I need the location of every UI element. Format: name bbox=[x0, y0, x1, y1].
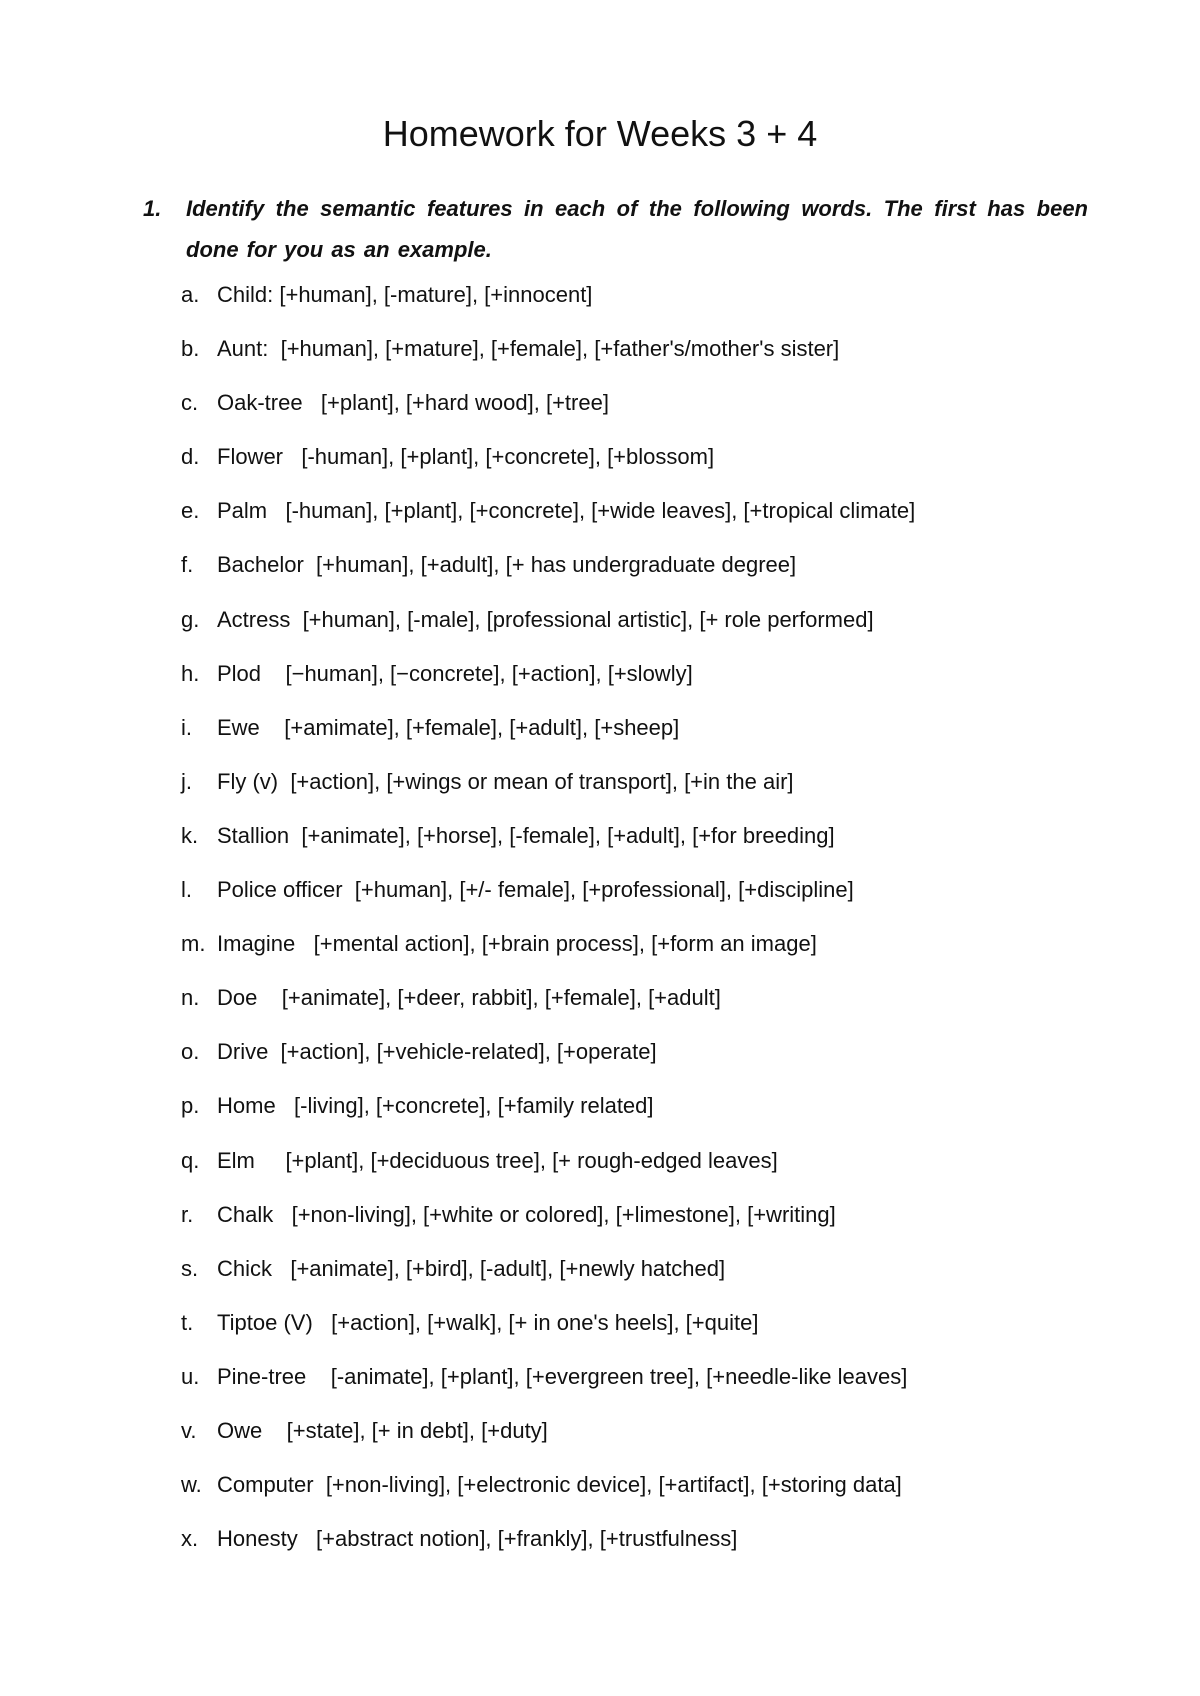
list-item-text: Fly (v) [+action], [+wings or mean of transport], [+in the air] bbox=[217, 768, 794, 794]
list-item-letter: o. bbox=[181, 1039, 200, 1065]
list-item-letter: q. bbox=[181, 1147, 200, 1173]
question-text: Identify the semantic features in each of the following words. The first has been done for you as an example. bbox=[186, 196, 1088, 262]
list-item bbox=[0, 1038, 1200, 1092]
list-item bbox=[0, 1255, 1200, 1309]
list-item bbox=[0, 1471, 1200, 1525]
list-item bbox=[0, 281, 1200, 335]
list-item-letter: p. bbox=[181, 1093, 200, 1119]
list-item bbox=[0, 389, 1200, 443]
list-item-letter: b. bbox=[181, 336, 200, 362]
list-item bbox=[0, 1525, 1200, 1579]
list-item-text: Computer [+non-living], [+electronic device], [+artifact], [+storing data] bbox=[217, 1472, 902, 1498]
list-item-letter: l. bbox=[181, 877, 192, 903]
list-item bbox=[0, 876, 1200, 930]
list-item-letter: a. bbox=[181, 282, 200, 307]
list-item-letter: n. bbox=[181, 985, 200, 1011]
list-item-letter: x. bbox=[181, 1526, 199, 1552]
list-item-letter: w. bbox=[181, 1472, 202, 1498]
list-item-letter: m. bbox=[181, 931, 206, 957]
list-item-text: Oak-tree [+plant], [+hard wood], [+tree] bbox=[217, 390, 609, 416]
list-item-text: Actress [+human], [-male], [professional artistic], [+ role performed] bbox=[217, 606, 874, 632]
list-item-text: Drive [+action], [+vehicle-related], [+operate] bbox=[217, 1039, 657, 1065]
list-item-text: Imagine [+mental action], [+brain process], [+form an image] bbox=[217, 931, 817, 957]
list-item-letter: h. bbox=[181, 660, 200, 686]
list-item bbox=[0, 822, 1200, 876]
list-item bbox=[0, 443, 1200, 497]
list-item-text: Ewe [+amimate], [+female], [+adult], [+sheep] bbox=[217, 714, 680, 740]
list-item-text: Chalk [+non-living], [+white or colored], [+limestone], [+writing] bbox=[217, 1201, 836, 1227]
list-item bbox=[0, 1309, 1200, 1363]
list-item-letter: u. bbox=[181, 1363, 200, 1389]
list-item-text: Child: [+human], [-mature], [+innocent] bbox=[217, 282, 593, 307]
answer-list bbox=[0, 281, 1200, 1579]
list-item bbox=[0, 606, 1200, 660]
list-item-letter: g. bbox=[181, 606, 200, 632]
list-item bbox=[0, 984, 1200, 1038]
list-item bbox=[0, 660, 1200, 714]
list-item-letter: k. bbox=[181, 822, 199, 848]
list-item-text: Home [-living], [+concrete], [+family related] bbox=[217, 1093, 654, 1119]
list-item bbox=[0, 1092, 1200, 1146]
question-number: 1. bbox=[143, 196, 162, 221]
list-item-letter: e. bbox=[181, 498, 200, 524]
list-item bbox=[0, 551, 1200, 605]
list-item bbox=[0, 497, 1200, 551]
question-1 bbox=[143, 188, 1088, 270]
list-item-text: Stallion [+animate], [+horse], [-female], [+adult], [+for breeding] bbox=[217, 822, 835, 848]
list-item-text: Pine-tree [-animate], [+plant], [+evergreen tree], [+needle-like leaves] bbox=[217, 1363, 908, 1389]
page-title: Homework for Weeks 3 + 4 bbox=[382, 113, 818, 154]
list-item bbox=[0, 1363, 1200, 1417]
list-item-text: Plod [−human], [−concrete], [+action], [+slowly] bbox=[217, 660, 693, 686]
list-item-text: Owe [+state], [+ in debt], [+duty] bbox=[217, 1417, 548, 1443]
list-item-letter: f. bbox=[181, 552, 194, 578]
list-item-letter: i. bbox=[181, 714, 192, 740]
list-item bbox=[0, 335, 1200, 389]
list-item bbox=[0, 1201, 1200, 1255]
list-item-text: Honesty [+abstract notion], [+frankly], [+trustfulness] bbox=[217, 1526, 738, 1552]
list-item-letter: v. bbox=[181, 1417, 197, 1443]
list-item-letter: s. bbox=[181, 1255, 199, 1281]
list-item-letter: c. bbox=[181, 390, 199, 416]
list-item-text: Palm [-human], [+plant], [+concrete], [+wide leaves], [+tropical climate] bbox=[217, 498, 916, 524]
list-item-letter: d. bbox=[181, 444, 200, 470]
list-item-text: Flower [-human], [+plant], [+concrete], [+blossom] bbox=[217, 444, 715, 470]
list-item bbox=[0, 1147, 1200, 1201]
list-item-letter: r. bbox=[181, 1201, 194, 1227]
list-item-text: Chick [+animate], [+bird], [-adult], [+newly hatched] bbox=[217, 1255, 726, 1281]
list-item-text: Doe [+animate], [+deer, rabbit], [+female], [+adult] bbox=[217, 985, 721, 1011]
list-item bbox=[0, 714, 1200, 768]
list-item-letter: t. bbox=[181, 1309, 194, 1335]
list-item bbox=[0, 930, 1200, 984]
list-item-text: Police officer [+human], [+/- female], [+professional], [+discipline] bbox=[217, 877, 854, 903]
list-item-text: Bachelor [+human], [+adult], [+ has undergraduate degree] bbox=[217, 552, 797, 578]
list-item-text: Tiptoe (V) [+action], [+walk], [+ in one's heels], [+quite] bbox=[217, 1309, 759, 1335]
list-item-letter: j. bbox=[181, 768, 192, 794]
list-item bbox=[0, 768, 1200, 822]
list-item-text: Elm [+plant], [+deciduous tree], [+ rough-edged leaves] bbox=[217, 1147, 778, 1173]
list-item-text: Aunt: [+human], [+mature], [+female], [+father's/mother's sister] bbox=[217, 336, 840, 362]
list-item bbox=[0, 1417, 1200, 1471]
